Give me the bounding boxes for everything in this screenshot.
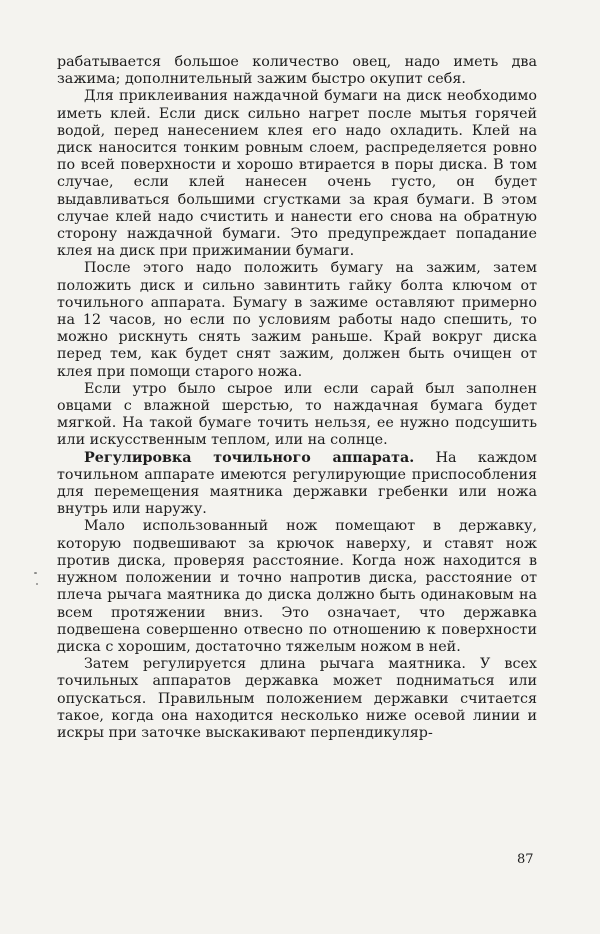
paragraph-7: Затем регулируется длина рычага маятника. У всех точильных аппаратов державка может подниматься или опускаться. Правильным положением державки считается такое, когда она находится несколько ниже осевой линии и искры при заточке выскакивают перпендикуляр- xyxy=(57,656,537,741)
paragraph-4: Если утро было сырое или если сарай был заполнен овцами с влажной шерстью, то наждачная бумага будет мягкой. На такой бумаге точить нельзя, ее нужно подсушить или искусственным теплом, или на солнце. xyxy=(57,380,537,449)
page-number: 87 xyxy=(517,852,534,867)
paragraph-1: рабатывается большое количество овец, надо иметь два зажима; дополнительный зажим быстро окупит себя. xyxy=(57,54,537,88)
paragraph-2: Для приклеивания наждачной бумаги на диск необходимо иметь клей. Если диск сильно нагрет после мытья горячей водой, перед нанесением клея его надо охладить. Клей на диск наносится тонким ровным слоем, распределяется ровно по всей поверхности и хорошо втирается в поры диска. В том случае, если клей нанесен очень густо, он будет выдавливаться большими сгустками за края бумаги. В этом случае клей надо счистить и нанести его снова на обратную сторону наждачной бумаги. Это предупреждает попадание клея на диск при прижимании бумаги. xyxy=(57,88,537,260)
scan-speck xyxy=(36,583,38,585)
section-heading: Регулировка точильного аппарата. xyxy=(84,449,415,466)
scan-speck xyxy=(34,572,37,574)
page-text xyxy=(57,54,537,742)
paragraph-5-text: На каждом точильном аппарате имеются регулирующие приспособления для перемещения маятника державки гребенки или ножа внутрь или наружу. xyxy=(57,449,537,518)
paragraph-3: После этого надо положить бумагу на зажим, затем положить диск и сильно завинтить гайку болта ключом от точильного аппарата. Бумагу в зажиме оставляют примерно на 12 часов, но если по условиям работы надо спешить, то можно рискнуть снять зажим раньше. Край вокруг диска перед тем, как будет снят зажим, должен быть очищен от клея при помощи старого ножа. xyxy=(57,260,537,380)
paragraph-6: Мало использованный нож помещают в державку, которую подвешивают за крючок наверху, и ставят нож против диска, проверяя расстояние. Когда нож находится в нужном положении и точно напротив диска, расстояние от плеча рычага маятника до диска должно быть одинаковым на всем протяжении вниз. Это означает, что державка подвешена совершенно отвесно по отношению к поверхности диска с хорошим, достаточно тяжелым ножом в ней. xyxy=(57,518,537,655)
paragraph-5 xyxy=(57,450,537,519)
